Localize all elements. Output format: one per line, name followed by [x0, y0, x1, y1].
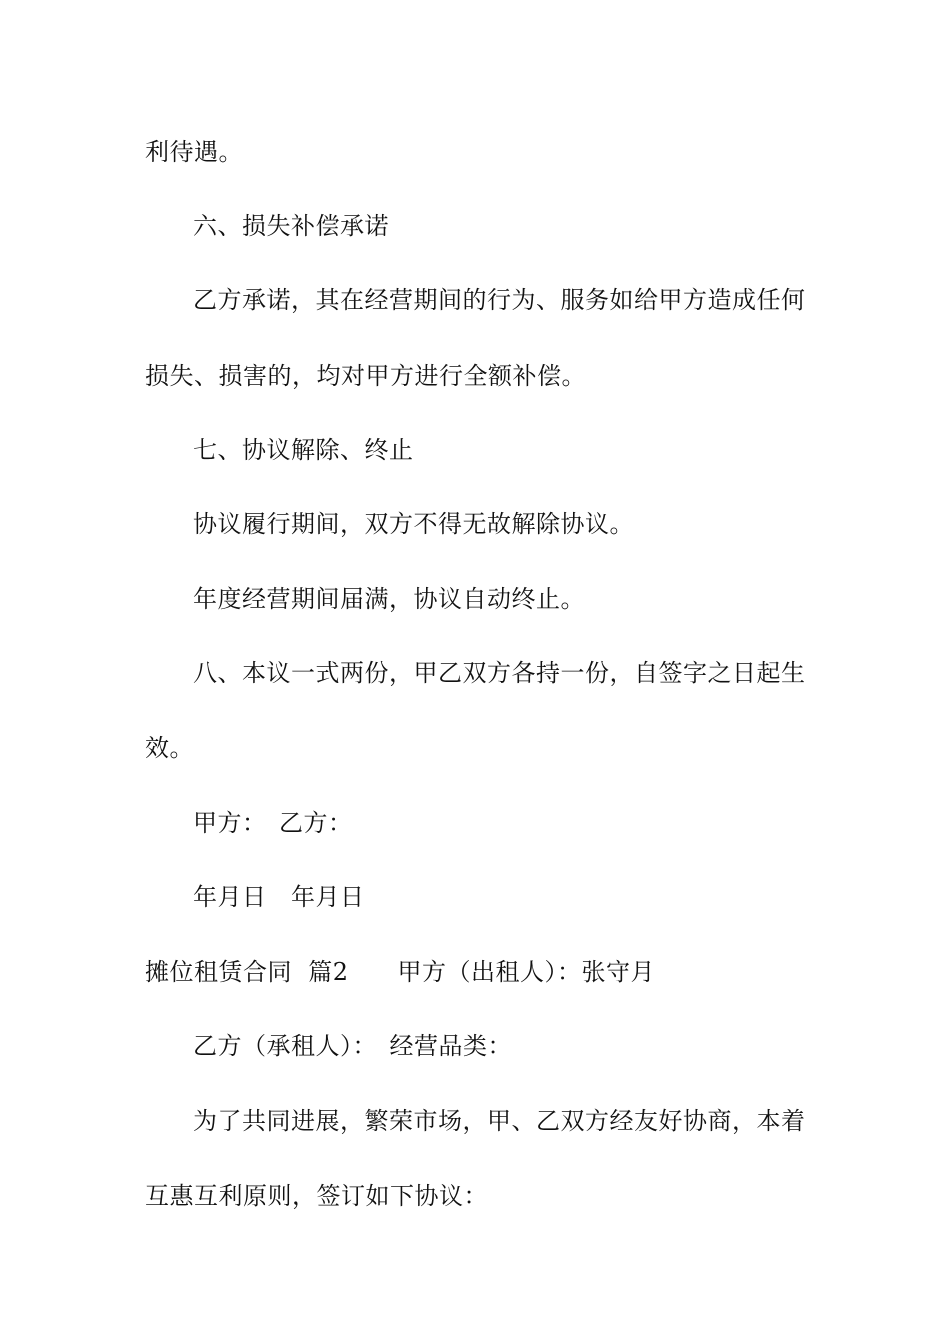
paragraph-line: 为了共同进展，繁荣市场，甲、乙双方经友好协商，本着 — [193, 1107, 806, 1135]
paragraph-line: 年度经营期间届满，协议自动终止。 — [193, 585, 585, 613]
section-heading: 七、协议解除、终止 — [193, 436, 414, 464]
paragraph-line: 互惠互利原则，签订如下协议： — [145, 1182, 488, 1210]
paragraph-line: 八、本议一式两份，甲乙双方各持一份，自签字之日起生 — [193, 659, 806, 687]
date-line: 年月日 年月日 — [193, 883, 365, 911]
signature-line: 甲方： 乙方： — [193, 809, 353, 837]
paragraph-line: 效。 — [145, 734, 194, 762]
paragraph-line: 协议履行期间，双方不得无故解除协议。 — [193, 510, 634, 538]
contract-title-line: 摊位租赁合同 篇2 甲方（出租人）：张守月 — [145, 958, 656, 986]
paragraph-line: 乙方承诺，其在经营期间的行为、服务如给甲方造成任何 — [193, 286, 806, 314]
paragraph-line: 利待遇。 — [145, 138, 243, 166]
party-line: 乙方（承租人）： 经营品类： — [193, 1032, 512, 1060]
section-heading: 六、损失补偿承诺 — [193, 212, 389, 240]
paragraph-line: 损失、损害的，均对甲方进行全额补偿。 — [145, 362, 586, 390]
